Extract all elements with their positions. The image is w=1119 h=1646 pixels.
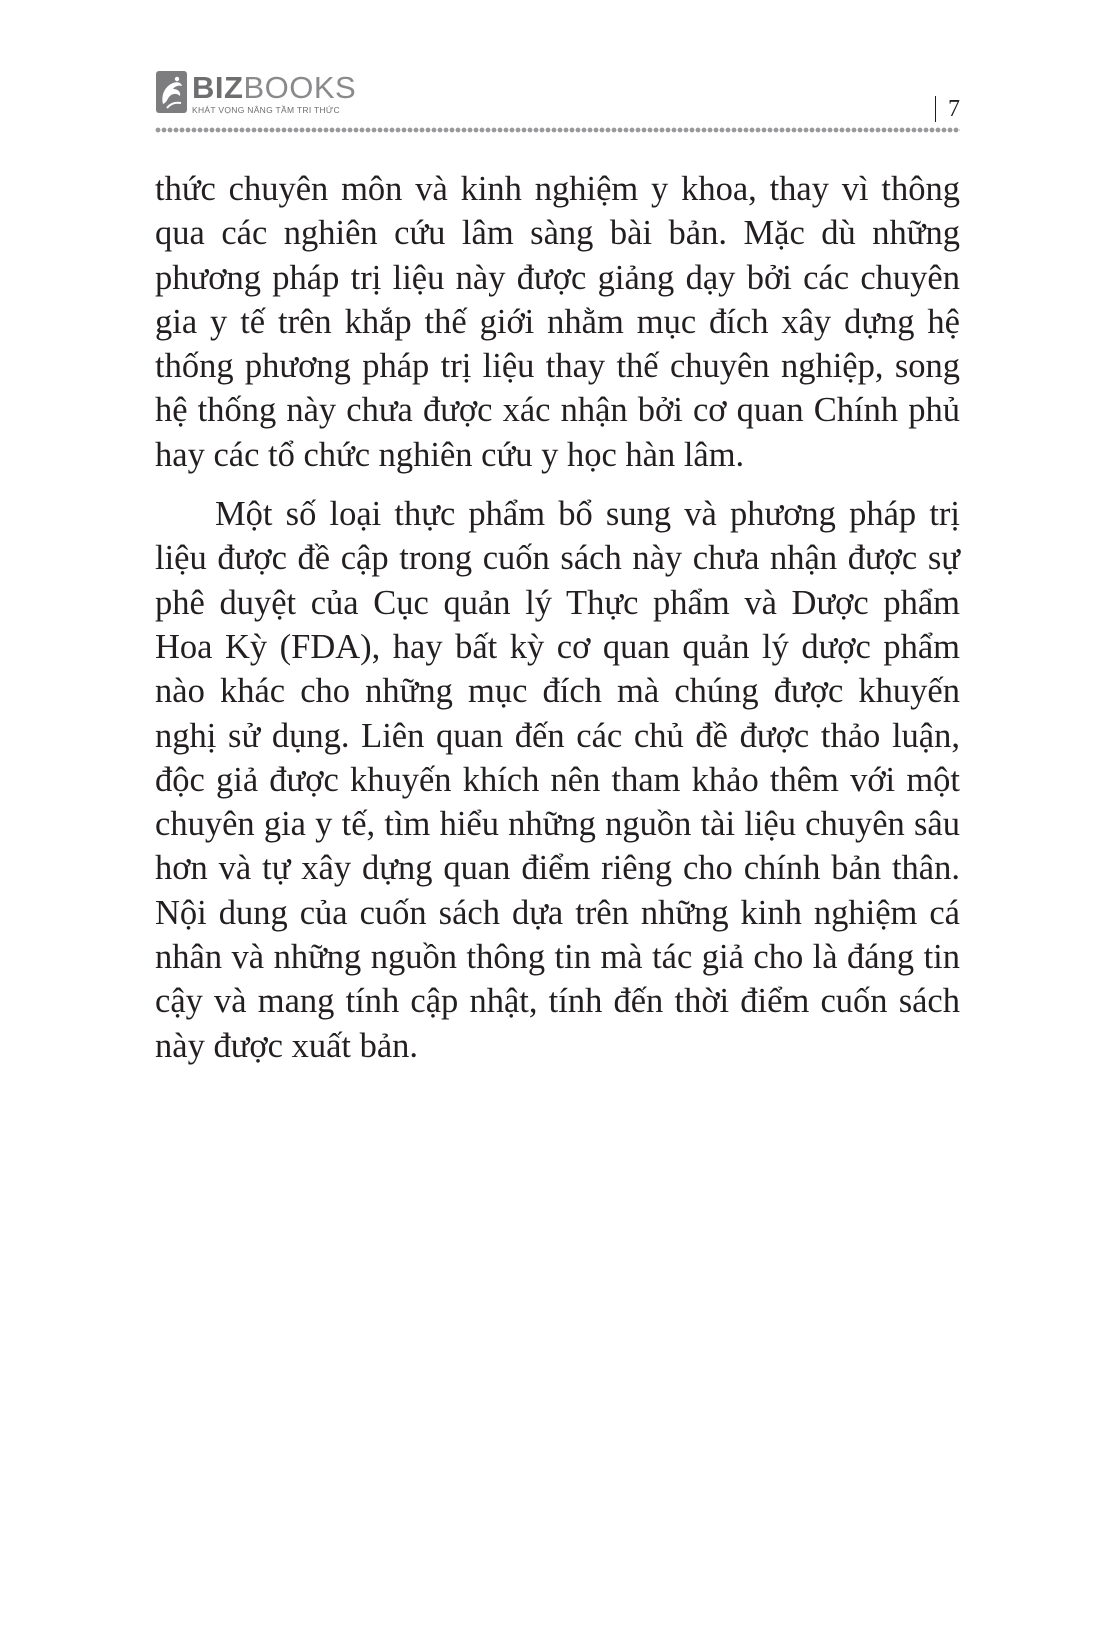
brand-name-light: BOOKS [243,70,357,105]
bizbooks-logo-icon [155,70,188,114]
page-number-divider [935,96,937,122]
brand-name [192,72,356,104]
paragraph: Một số loại thực phẩm bổ sung và phương pháp trị liệu được đề cập trong cuốn sách này chưa nhận được sự phê duyệt của Cục quản lý Thực phẩm và Dược phẩm Hoa Kỳ (FDA), hay bất kỳ cơ quan quản lý dược phẩm nào khác cho những mục đích mà chúng được khuyến nghị sử dụng. Liên quan đến các chủ đề được thảo luận, độc giả được khuyến khích nên tham khảo thêm với một chuyên gia y tế, tìm hiểu những nguồn tài liệu chuyên sâu hơn và tự xây dựng quan điểm riêng cho chính bản thân. Nội dung của cuốn sách dựa trên những kinh nghiệm cá nhân và những nguồn thông tin mà tác giả cho là đáng tin cậy và mang tính cập nhật, tính đến thời điểm cuốn sách này được xuất bản. [155,495,960,1065]
logo-text [192,70,356,115]
page-number [935,96,961,122]
page-header [155,70,960,140]
paragraph: thức chuyên môn và kinh nghiệm y khoa, thay vì thông qua các nghiên cứu lâm sàng bài bản. Mặc dù những phương pháp trị liệu này được giảng dạy bởi các chuyên gia y tế trên khắp thế giới nhằm mục đích xây dựng hệ thống phương pháp trị liệu thay thế chuyên nghiệp, song hệ thống này chưa được xác nhận bởi cơ quan Chính phủ hay các tổ chức nghiên cứu y học hàn lâm. [155,170,960,474]
body-text [155,167,960,1068]
brand-tagline: KHÁT VỌNG NÂNG TẦM TRI THỨC [192,105,340,115]
header-dotted-rule [155,126,960,134]
brand-name-bold: BIZ [192,70,244,105]
page-number-value: 7 [948,96,960,122]
publisher-logo [155,70,356,115]
